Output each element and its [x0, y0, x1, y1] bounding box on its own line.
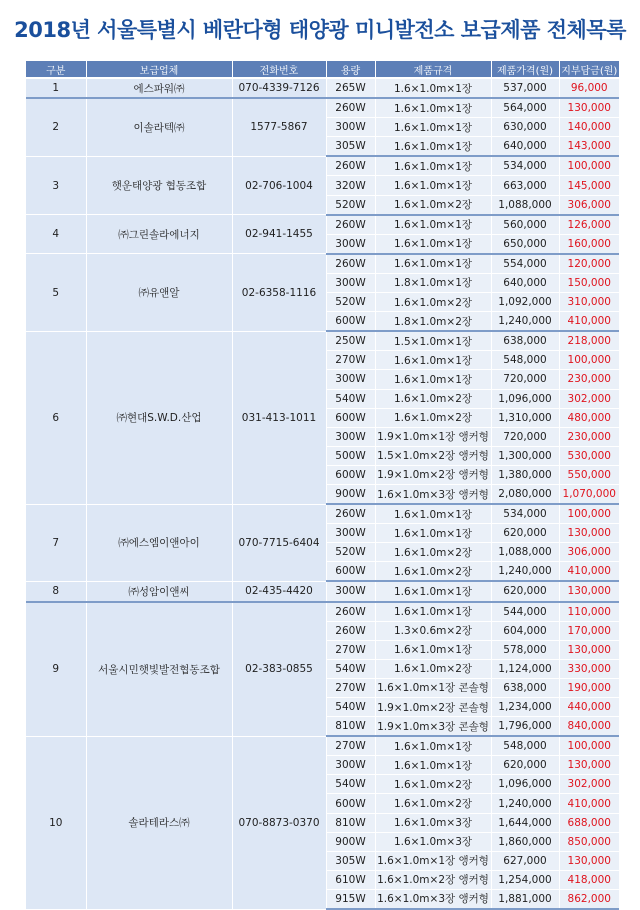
power-capacity: 300W	[326, 581, 375, 601]
group-number: 2	[26, 98, 86, 156]
power-capacity: 540W	[326, 659, 375, 678]
power-capacity: 900W	[326, 832, 375, 851]
phone-number: 070-4339-7126	[232, 78, 326, 98]
company-name: ㈜그린솔라에너지	[86, 215, 232, 254]
power-capacity: 300W	[326, 118, 375, 137]
header-phone: 전화번호	[232, 61, 326, 78]
subsidy-amount: 110,000	[559, 602, 619, 622]
subsidy-amount: 410,000	[559, 794, 619, 813]
product-spec: 1.6×1.0m×1장 앵커형	[375, 851, 491, 870]
product-spec: 1.6×1.0m×3장	[375, 813, 491, 832]
product-spec: 1.6×1.0m×2장	[375, 794, 491, 813]
company-name: 햇운태양광 협동조합	[86, 156, 232, 214]
subsidy-amount: 302,000	[559, 389, 619, 408]
product-spec: 1.6×1.0m×1장	[375, 756, 491, 775]
product-price: 1,240,000	[491, 794, 559, 813]
power-capacity: 520W	[326, 293, 375, 312]
product-spec: 1.6×1.0m×2장	[375, 659, 491, 678]
product-spec: 1.6×1.0m×1장	[375, 156, 491, 176]
subsidy-amount: 410,000	[559, 312, 619, 332]
group-number: 1	[26, 78, 86, 98]
power-capacity: 610W	[326, 870, 375, 889]
power-capacity: 265W	[326, 78, 375, 98]
power-capacity: 270W	[326, 640, 375, 659]
subsidy-amount: 130,000	[559, 524, 619, 543]
product-price: 640,000	[491, 137, 559, 157]
subsidy-amount: 145,000	[559, 176, 619, 195]
subsidy-amount: 126,000	[559, 215, 619, 235]
power-capacity: 900W	[326, 484, 375, 504]
subsidy-amount: 440,000	[559, 698, 619, 717]
table-row	[26, 156, 619, 176]
product-spec: 1.6×1.0m×1장	[375, 118, 491, 137]
table-row	[26, 98, 619, 118]
product-spec: 1.6×1.0m×2장 앵커형	[375, 870, 491, 889]
product-price: 620,000	[491, 756, 559, 775]
product-price: 534,000	[491, 504, 559, 524]
product-price: 720,000	[491, 370, 559, 389]
power-capacity: 600W	[326, 562, 375, 582]
power-capacity: 600W	[326, 408, 375, 427]
product-price: 720,000	[491, 427, 559, 446]
product-spec: 1.6×1.0m×1장	[375, 581, 491, 601]
company-name: 솔라테라스㈜	[86, 736, 232, 909]
subsidy-amount: 130,000	[559, 851, 619, 870]
table-row	[26, 254, 619, 274]
table-header-row	[26, 61, 619, 78]
phone-number: 070-7715-6404	[232, 504, 326, 581]
subsidy-amount: 230,000	[559, 427, 619, 446]
product-price: 620,000	[491, 581, 559, 601]
product-spec: 1.8×1.0m×1장	[375, 273, 491, 292]
power-capacity: 300W	[326, 370, 375, 389]
power-capacity: 270W	[326, 736, 375, 756]
power-capacity: 300W	[326, 427, 375, 446]
subsidy-amount: 218,000	[559, 331, 619, 351]
product-price: 548,000	[491, 736, 559, 756]
product-spec: 1.6×1.0m×1장	[375, 736, 491, 756]
product-spec: 1.6×1.0m×2장	[375, 543, 491, 562]
product-spec: 1.3×0.6m×2장	[375, 621, 491, 640]
product-spec: 1.6×1.0m×1장	[375, 640, 491, 659]
company-name: 서울시민햇빛발전협동조합	[86, 602, 232, 737]
product-table	[26, 61, 619, 910]
product-spec: 1.5×1.0m×2장 앵커형	[375, 446, 491, 465]
company-name: ㈜에스엠이앤아이	[86, 504, 232, 581]
product-spec: 1.6×1.0m×1장	[375, 370, 491, 389]
power-capacity: 300W	[326, 273, 375, 292]
product-spec: 1.6×1.0m×2장	[375, 389, 491, 408]
subsidy-amount: 230,000	[559, 370, 619, 389]
subsidy-amount: 160,000	[559, 234, 619, 254]
product-price: 1,644,000	[491, 813, 559, 832]
power-capacity: 250W	[326, 331, 375, 351]
product-price: 627,000	[491, 851, 559, 870]
product-price: 1,796,000	[491, 717, 559, 737]
product-price: 638,000	[491, 331, 559, 351]
subsidy-amount: 530,000	[559, 446, 619, 465]
subsidy-amount: 130,000	[559, 98, 619, 118]
company-name: ㈜현대S.W.D.산업	[86, 331, 232, 504]
group-number: 4	[26, 215, 86, 254]
product-price: 1,300,000	[491, 446, 559, 465]
group-number: 8	[26, 581, 86, 601]
product-spec: 1.6×1.0m×1장	[375, 137, 491, 157]
power-capacity: 260W	[326, 98, 375, 118]
power-capacity: 300W	[326, 756, 375, 775]
product-price: 1,380,000	[491, 465, 559, 484]
header-no: 구분	[26, 61, 86, 78]
phone-number: 02-6358-1116	[232, 254, 326, 331]
product-spec: 1.6×1.0m×1장	[375, 254, 491, 274]
power-capacity: 540W	[326, 775, 375, 794]
power-capacity: 260W	[326, 254, 375, 274]
power-capacity: 270W	[326, 351, 375, 370]
table-row	[26, 78, 619, 98]
table-row	[26, 581, 619, 601]
product-price: 640,000	[491, 273, 559, 292]
table-row	[26, 736, 619, 756]
power-capacity: 260W	[326, 602, 375, 622]
product-spec: 1.6×1.0m×3장 앵커형	[375, 484, 491, 504]
subsidy-amount: 143,000	[559, 137, 619, 157]
subsidy-amount: 302,000	[559, 775, 619, 794]
product-spec: 1.9×1.0m×3장 콘솔형	[375, 717, 491, 737]
power-capacity: 260W	[326, 156, 375, 176]
product-spec: 1.6×1.0m×1장	[375, 602, 491, 622]
subsidy-amount: 480,000	[559, 408, 619, 427]
product-price: 620,000	[491, 524, 559, 543]
product-spec: 1.6×1.0m×1장	[375, 504, 491, 524]
power-capacity: 600W	[326, 312, 375, 332]
subsidy-amount: 190,000	[559, 678, 619, 697]
header-spec: 제품규격	[375, 61, 491, 78]
power-capacity: 810W	[326, 813, 375, 832]
subsidy-amount: 130,000	[559, 756, 619, 775]
product-price: 2,080,000	[491, 484, 559, 504]
table-row	[26, 602, 619, 622]
table-body	[26, 78, 619, 909]
table-row	[26, 215, 619, 235]
product-spec: 1.6×1.0m×2장	[375, 195, 491, 215]
power-capacity: 320W	[326, 176, 375, 195]
product-price: 663,000	[491, 176, 559, 195]
product-spec: 1.6×1.0m×2장	[375, 775, 491, 794]
product-price: 564,000	[491, 98, 559, 118]
power-capacity: 305W	[326, 137, 375, 157]
power-capacity: 540W	[326, 389, 375, 408]
phone-number: 02-435-4420	[232, 581, 326, 601]
product-spec: 1.6×1.0m×1장	[375, 176, 491, 195]
power-capacity: 540W	[326, 698, 375, 717]
product-price: 1,310,000	[491, 408, 559, 427]
power-capacity: 520W	[326, 195, 375, 215]
power-capacity: 500W	[326, 446, 375, 465]
product-spec: 1.8×1.0m×2장	[375, 312, 491, 332]
power-capacity: 305W	[326, 851, 375, 870]
product-price: 638,000	[491, 678, 559, 697]
product-price: 1,096,000	[491, 775, 559, 794]
power-capacity: 915W	[326, 889, 375, 909]
product-spec: 1.9×1.0m×2장 앵커형	[375, 465, 491, 484]
subsidy-amount: 306,000	[559, 195, 619, 215]
phone-number: 02-706-1004	[232, 156, 326, 214]
subsidy-amount: 550,000	[559, 465, 619, 484]
product-price: 650,000	[491, 234, 559, 254]
power-capacity: 600W	[326, 465, 375, 484]
product-price: 1,240,000	[491, 562, 559, 582]
product-price: 537,000	[491, 78, 559, 98]
product-price: 604,000	[491, 621, 559, 640]
group-number: 10	[26, 736, 86, 909]
phone-number: 031-413-1011	[232, 331, 326, 504]
product-price: 1,234,000	[491, 698, 559, 717]
subsidy-amount: 120,000	[559, 254, 619, 274]
subsidy-amount: 410,000	[559, 562, 619, 582]
subsidy-amount: 100,000	[559, 351, 619, 370]
product-price: 560,000	[491, 215, 559, 235]
group-number: 5	[26, 254, 86, 331]
power-capacity: 520W	[326, 543, 375, 562]
power-capacity: 260W	[326, 504, 375, 524]
product-spec: 1.6×1.0m×2장	[375, 293, 491, 312]
product-spec: 1.6×1.0m×1장 콘솔형	[375, 678, 491, 697]
company-name: ㈜유앤알	[86, 254, 232, 331]
product-spec: 1.6×1.0m×1장	[375, 351, 491, 370]
product-spec: 1.6×1.0m×1장	[375, 524, 491, 543]
product-price: 554,000	[491, 254, 559, 274]
power-capacity: 260W	[326, 621, 375, 640]
subsidy-amount: 418,000	[559, 870, 619, 889]
product-price: 1,860,000	[491, 832, 559, 851]
product-spec: 1.6×1.0m×3장 앵커형	[375, 889, 491, 909]
subsidy-amount: 1,070,000	[559, 484, 619, 504]
subsidy-amount: 150,000	[559, 273, 619, 292]
page-title: 2018년 서울특별시 베란다형 태양광 미니발전소 보급제품 전체목록	[14, 18, 626, 42]
product-price: 1,092,000	[491, 293, 559, 312]
subsidy-amount: 100,000	[559, 736, 619, 756]
phone-number: 02-383-0855	[232, 602, 326, 737]
product-spec: 1.6×1.0m×2장	[375, 408, 491, 427]
group-number: 7	[26, 504, 86, 581]
product-spec: 1.6×1.0m×1장	[375, 78, 491, 98]
product-spec: 1.6×1.0m×1장	[375, 98, 491, 118]
product-spec: 1.6×1.0m×1장	[375, 215, 491, 235]
subsidy-amount: 100,000	[559, 504, 619, 524]
subsidy-amount: 862,000	[559, 889, 619, 909]
header-company: 보급업체	[86, 61, 232, 78]
product-spec: 1.5×1.0m×1장	[375, 331, 491, 351]
group-number: 3	[26, 156, 86, 214]
power-capacity: 300W	[326, 234, 375, 254]
group-number: 6	[26, 331, 86, 504]
company-name: 이솔라텍㈜	[86, 98, 232, 156]
product-price: 544,000	[491, 602, 559, 622]
power-capacity: 300W	[326, 524, 375, 543]
subsidy-amount: 310,000	[559, 293, 619, 312]
subsidy-amount: 840,000	[559, 717, 619, 737]
subsidy-amount: 330,000	[559, 659, 619, 678]
phone-number: 070-8873-0370	[232, 736, 326, 909]
table-row	[26, 331, 619, 351]
product-price: 630,000	[491, 118, 559, 137]
subsidy-amount: 140,000	[559, 118, 619, 137]
product-spec: 1.6×1.0m×1장	[375, 234, 491, 254]
product-price: 1,254,000	[491, 870, 559, 889]
company-name: 에스파워㈜	[86, 78, 232, 98]
product-price: 534,000	[491, 156, 559, 176]
subsidy-amount: 96,000	[559, 78, 619, 98]
product-price: 1,088,000	[491, 543, 559, 562]
subsidy-amount: 170,000	[559, 621, 619, 640]
power-capacity: 810W	[326, 717, 375, 737]
header-price: 제품가격(원)	[491, 61, 559, 78]
product-price: 1,124,000	[491, 659, 559, 678]
power-capacity: 270W	[326, 678, 375, 697]
product-price: 1,096,000	[491, 389, 559, 408]
header-power: 용량	[326, 61, 375, 78]
subsidy-amount: 850,000	[559, 832, 619, 851]
product-spec: 1.6×1.0m×3장	[375, 832, 491, 851]
company-name: ㈜성암이앤씨	[86, 581, 232, 601]
phone-number: 02-941-1455	[232, 215, 326, 254]
product-price: 1,088,000	[491, 195, 559, 215]
subsidy-amount: 100,000	[559, 156, 619, 176]
group-number: 9	[26, 602, 86, 737]
subsidy-amount: 130,000	[559, 581, 619, 601]
product-price: 548,000	[491, 351, 559, 370]
subsidy-amount: 130,000	[559, 640, 619, 659]
power-capacity: 600W	[326, 794, 375, 813]
product-price: 1,881,000	[491, 889, 559, 909]
phone-number: 1577-5867	[232, 98, 326, 156]
subsidy-amount: 306,000	[559, 543, 619, 562]
subsidy-amount: 688,000	[559, 813, 619, 832]
product-spec: 1.6×1.0m×2장	[375, 562, 491, 582]
product-price: 578,000	[491, 640, 559, 659]
table-row	[26, 504, 619, 524]
product-price: 1,240,000	[491, 312, 559, 332]
product-spec: 1.9×1.0m×2장 콘솔형	[375, 698, 491, 717]
product-spec: 1.9×1.0m×1장 앵커형	[375, 427, 491, 446]
power-capacity: 260W	[326, 215, 375, 235]
header-subsidy: 지부담금(원)	[559, 61, 619, 78]
